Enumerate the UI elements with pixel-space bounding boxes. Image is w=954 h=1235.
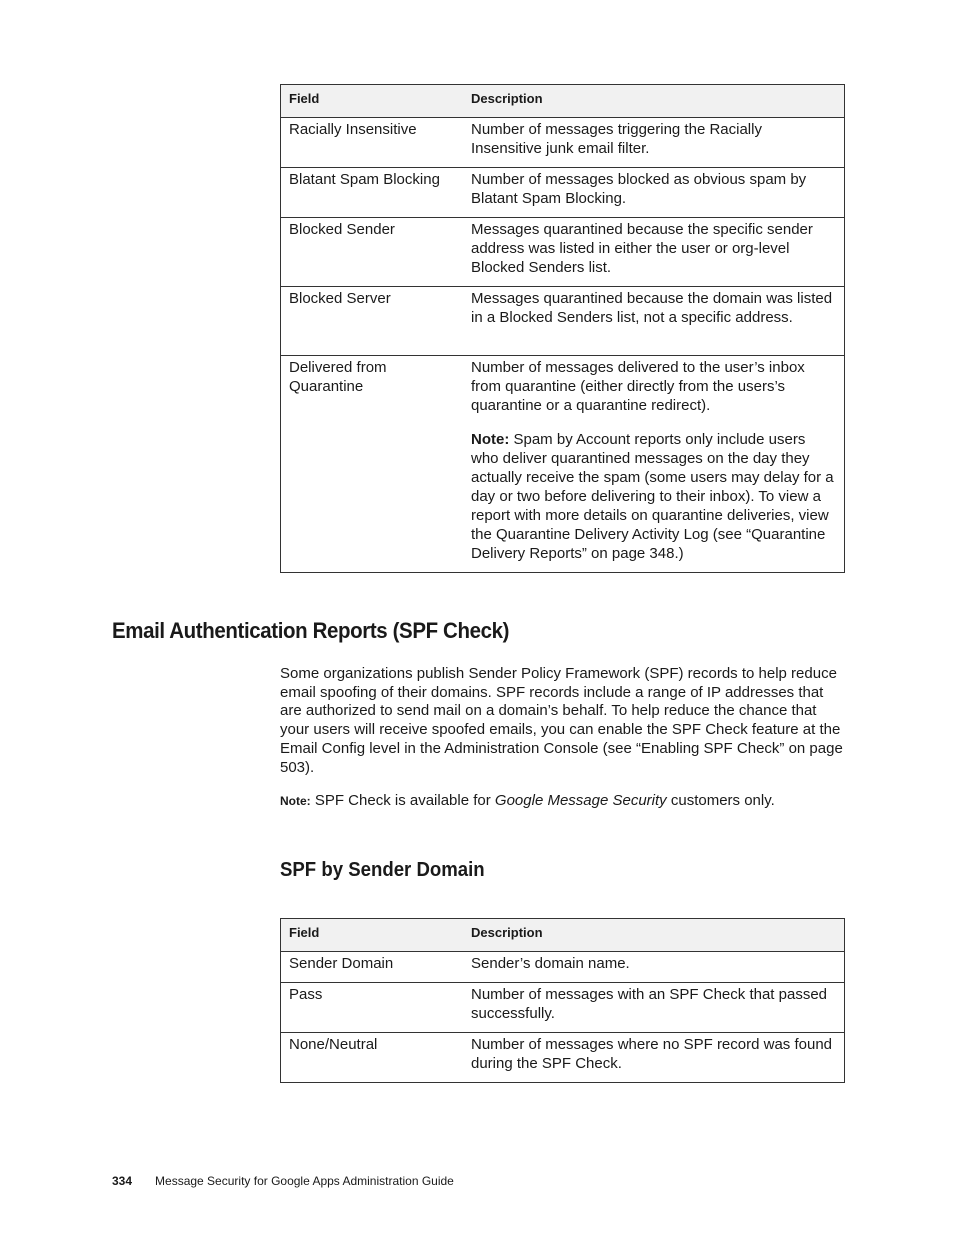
field-cell: Delivered from Quarantine: [281, 356, 464, 573]
table-row: [281, 983, 845, 1033]
column-header-field: Field: [281, 85, 464, 118]
table-row: [281, 952, 845, 983]
field-cell: Blocked Sender: [281, 218, 464, 287]
description-cell: Messages quarantined because the specific sender address was listed in either the user or org-level Blocked Senders list.: [463, 218, 845, 287]
description-cell: Number of messages triggering the Racially Insensitive junk email filter.: [463, 118, 845, 168]
fields-table-spf: [280, 918, 845, 1083]
description-cell: Number of messages blocked as obvious spam by Blatant Spam Blocking.: [463, 168, 845, 218]
table-row: [281, 1033, 845, 1083]
table-row: [281, 287, 845, 356]
intro-paragraph: Some organizations publish Sender Policy Framework (SPF) records to help reduce email spoofing of their domains. SPF records include a range of IP addresses that are authorized to send mail on a domain’s behalf. To help reduce the chance that your users will receive spoofed emails, you can enable the SPF Check feature at the Email Config level in the Administration Console (see “Enabling SPF Check” on page 503).: [280, 665, 843, 776]
field-cell: Pass: [281, 983, 464, 1033]
note-text-pre: SPF Check is available for: [310, 792, 495, 809]
table-header-row: [281, 919, 845, 952]
column-header-field: Field: [281, 919, 464, 952]
column-header-description: Description: [463, 85, 845, 118]
note-text-post: customers only.: [666, 792, 775, 809]
note-text: Spam by Account reports only include users who deliver quarantined messages on the day they actually receive the spam (some users may delay for a day or two before delivering to their inbox). To view a report with more details on quarantine deliveries, view the Quarantine Delivery Activity Log (see “Quarantine Delivery Reports” on page 348.): [471, 431, 834, 562]
description-cell: Number of messages where no SPF record was found during the SPF Check.: [463, 1033, 845, 1083]
table-row: [281, 218, 845, 287]
product-name: Google Message Security: [494, 792, 667, 809]
description-cell: [463, 356, 845, 573]
field-cell: Sender Domain: [281, 952, 464, 983]
note-paragraph: [471, 430, 836, 563]
section-heading: Email Authentication Reports (SPF Check): [112, 618, 510, 643]
note-label: Note:: [471, 431, 510, 448]
table-row: [281, 118, 845, 168]
description-cell: Messages quarantined because the domain was listed in a Blocked Senders list, not a specific address.: [463, 287, 845, 356]
table-header-row: [281, 85, 845, 118]
field-cell: Blatant Spam Blocking: [281, 168, 464, 218]
document-title: Message Security for Google Apps Administration Guide: [155, 1174, 454, 1188]
field-cell: Blocked Server: [281, 287, 464, 356]
availability-note: [280, 792, 845, 811]
subsection-heading: SPF by Sender Domain: [280, 859, 485, 881]
page-number: 334: [112, 1174, 133, 1188]
field-cell: Racially Insensitive: [281, 118, 464, 168]
table-row: [281, 356, 845, 573]
column-header-description: Description: [463, 919, 845, 952]
description-text: Number of messages delivered to the user’s inbox from quarantine (either directly from the users’s quarantine or a quarantine redirect).: [471, 359, 805, 414]
page-footer: [112, 1174, 454, 1188]
field-cell: None/Neutral: [281, 1033, 464, 1083]
note-label: Note:: [280, 794, 311, 808]
fields-table-junk: [280, 84, 845, 573]
description-cell: Number of messages with an SPF Check that passed successfully.: [463, 983, 845, 1033]
table-row: [281, 168, 845, 218]
description-cell: Sender’s domain name.: [463, 952, 845, 983]
